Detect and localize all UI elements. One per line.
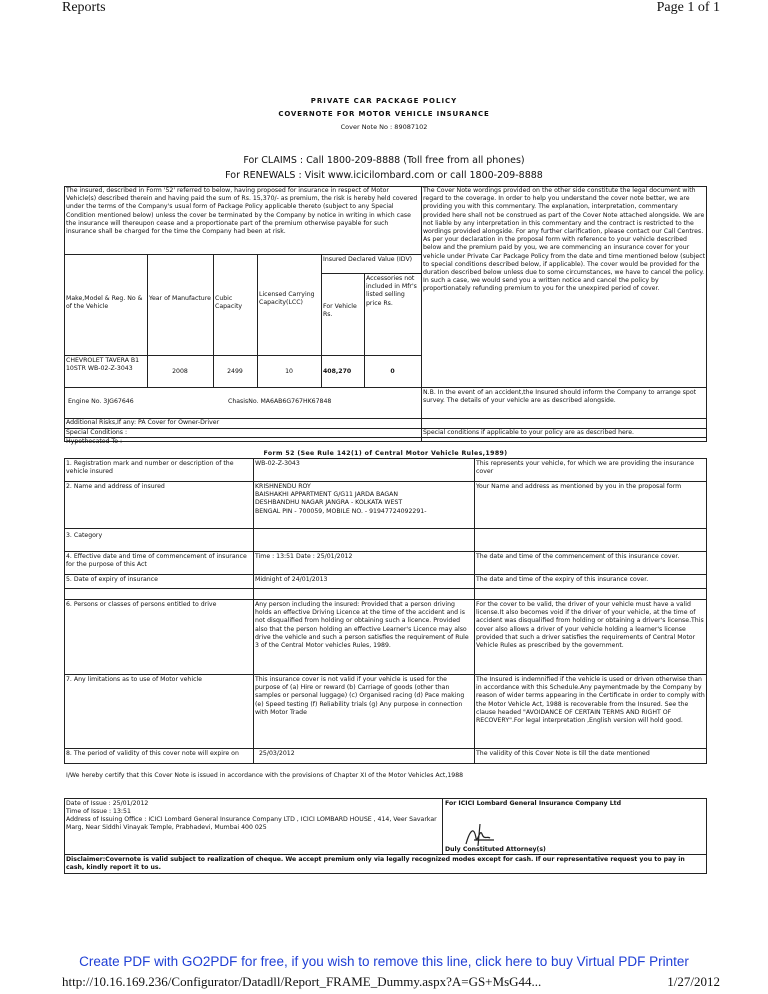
intro-left-text: The insured, described in Form '52' referred to below, having proposed for insurance in respect of Motor Vehicle(s) described therein and having paid the sum of Rs. 15,370/- as premium, the risk is hereby held covered under the terms of the Company's usual form of Package Policy applicable thereto (subject to any Special Condition mentioned below) unless the cover be terminated by the Company by notice in writing in which case the insurance will thereupon cease and a proportionate part of the premium otherwise payable for such insurance shall be charged for the time the Company had been at risk. xyxy=(66,187,418,236)
form52-label: 1. Registration mark and number or description of the vehicle insured xyxy=(66,460,234,476)
vehicle-idv-cell: 408,270 xyxy=(323,368,352,375)
issuing-office-address: Address of Issuing Office : ICICI Lombard General Insurance Company LTD , ICICI LOMBARD HOUSE , 414, Veer Savarkar Marg, Near Siddhi Vinayak Temple, Prabhadevi, Mumbai 400 025 xyxy=(66,816,437,832)
additional-risks: Additional Risks,If any: PA Cover for Owner-Driver xyxy=(66,419,220,426)
form52-label: 3. Category xyxy=(66,532,103,539)
authorized-signatory: Duly Constituted Attorney(s) xyxy=(445,846,546,853)
form52-note: The date and time of the expiry of this insurance cover. xyxy=(476,576,649,583)
form52-value: WB-02-Z-3043 xyxy=(255,460,300,467)
form52-label: 4. Effective date and time of commencement of insurance for the purpose of this Act xyxy=(66,553,247,569)
vehicle-accessories-cell: 0 xyxy=(390,368,395,375)
form52-value: Midnight of 24/01/2013 xyxy=(255,576,328,583)
col-header-make: Make,Model & Reg. No & of the Vehicle xyxy=(66,295,143,311)
insured-name-address: KRISHNENDU ROY BAISHAKHI APPARTMENT G/G11 JARDA BAGAN DESHBANDHU NAGAR JANGRA - KOLKATA WEST BENGAL PIN - 700059, MOBILE NO. - 91947724092291- xyxy=(255,483,427,515)
col-header-for-vehicle: For Vehicle Rs. xyxy=(323,303,357,319)
covernote-title: COVERNOTE FOR MOTOR VEHICLE INSURANCE xyxy=(278,110,490,118)
nb-note: N.B. In the event of an accident,the Insured should inform the Company to arrange spot survey. The details of your vehicle are as described alongside. xyxy=(423,389,697,405)
source-url: http://10.16.169.236/Configurator/Datadll/Report_FRAME_Dummy.aspx?A=GS+MsG44... xyxy=(62,974,542,989)
form52-label: 6. Persons or classes of persons entitled to drive xyxy=(66,601,217,608)
vehicle-year-cell: 2008 xyxy=(172,368,188,375)
form52-value: This insurance cover is not valid if your vehicle is used for the purpose of (a) Hire or reward (b) Carriage of goods (other than samples or personal luggage) (c) Organised racing (d) Pace making (e) Speed testing (f) Reliability trials (g) Any purpose in connection with Motor Trade xyxy=(255,676,465,716)
special-conditions-note: Special conditions if applicable to your policy are as described here. xyxy=(423,429,634,436)
time-of-issue: Time of Issue : 13:51 xyxy=(66,808,131,815)
hypothecated-to: Hypothecated To : xyxy=(66,438,123,445)
form52-label: 8. The period of validity of this cover note will expire on xyxy=(66,750,239,757)
col-header-year: Year of Manufacture xyxy=(149,295,211,302)
company-name: For ICICI Lombard General Insurance Company Ltd xyxy=(445,800,622,807)
renewals-contact: For RENEWALS : Visit www.icicilombard.com or call 1800-209-8888 xyxy=(225,170,543,181)
form52-label: 2. Name and address of insured xyxy=(66,483,165,490)
report-header-title: Reports xyxy=(62,0,106,15)
policy-title: PRIVATE CAR PACKAGE POLICY xyxy=(310,97,458,105)
form52-value: Time : 13:51 Date : 25/01/2012 xyxy=(255,553,353,560)
date-of-issue: Date of Issue : 25/01/2012 xyxy=(66,800,149,807)
go2pdf-promo-link[interactable]: Create PDF with GO2PDF for free, if you wish to remove this line, click here to buy Virtual PDF Printer xyxy=(79,954,689,969)
col-header-cc: Cubic Capacity xyxy=(215,295,243,311)
form52-label: 5. Date of expiry of insurance xyxy=(66,576,158,583)
claims-contact: For CLAIMS : Call 1800-209-8888 (Toll free from all phones) xyxy=(243,155,525,166)
cover-note-number: Cover Note No : 89087102 xyxy=(340,123,428,131)
form52-value: Any person including the insured: Provided that a person driving holds an effective Driving Licence at the time of the accident and is not disqualified from holding or obtaining such a licence. Provided also that the person holding an effective Learner's Licence may also drive the vehicle and such a person satisfies the requirement of Rule 3 of the Central Motor vehicles Rules, 1989. xyxy=(255,601,469,650)
form52-value: 25/03/2012 xyxy=(259,750,295,757)
special-conditions: Special Conditions : xyxy=(66,429,128,436)
vehicle-lcc-cell: 10 xyxy=(285,368,293,375)
form52-note: Your Name and address as mentioned by you in the proposal form xyxy=(476,483,682,490)
form52-label: 7. Any limitations as to use of Motor vehicle xyxy=(66,676,202,683)
vehicle-cc-cell: 2499 xyxy=(227,368,243,375)
form52-note: This represents your vehicle, for which we are providing the insurance cover xyxy=(476,460,694,476)
engine-number: Engine No. 3JG67646 xyxy=(68,398,134,405)
form52-note: The Insured is indemnified if the vehicle is used or driven otherwise than in accordance with this Schedule.Any paymentmade by the Company by reason of wider terms appearing in the Certificate in order to comply with the Motor Vehicle Act, 1988 is recoverable from the Insured. See the clause headed "AVOIDANCE OF CERTAIN TERMS AND RIGHT OF RECOVERY".For legal interpretation ,English version will hold good. xyxy=(476,676,705,725)
disclaimer: Disclaimer:Covernote is valid subject to realization of cheque. We accept premium only via legally recognized modes except for cash. If our representative request you to pay in cash, kindly report it to us. xyxy=(66,856,685,872)
print-date: 1/27/2012 xyxy=(667,974,720,989)
vehicle-make-cell: CHEVROLET TAVERA B1 10STR WB-02-Z-3043 xyxy=(66,357,140,373)
form52-note: The validity of this Cover Note is till the date mentioned xyxy=(476,750,650,757)
form52-title: Form 52 (See Rule 142(1) of Central Motor Vehicle Rules,1989) xyxy=(263,450,508,457)
col-header-idv: Insured Declared Value (IDV) xyxy=(323,256,413,263)
intro-right-commentary: The Cover Note wordings provided on the other side constitute the legal document with regard to the coverage. In order to help you understand the cover note better, we are providing you with this commentary. The explanation, interpretation, commentary provided here shall not be construed as part of the Cover Note attached alongside. We are not liable by any interpretation in this commentary and the contract is restricted to the wordings provided alongside. For any further clarification, please contact our Call Centres. As per your declaration in the proposal form with reference to your vehicle described below and the premium paid by you, we are commencing an insurance cover for your vehicle under Private Car Package Policy from the date and time mentioned below (subject to special conditions described below, if applicable). The cover would be provided for the duration described below unless due to some circumstances, we have to cancel the policy. In such a case, we would send you a written notice and cancel the policy by proportionately refunding premium to you for the unexpired period of cover. xyxy=(423,187,706,293)
form52-note: For the cover to be valid, the driver of your vehicle must have a valid license.It also becomes void if the driver of your vehicle, at the time of accident was disqualified from holding or obtaining a driver's license.This cover also allows a driver of your vehicle holding a learner's license provided that such a driver satisfies the requirements of Central Motor Vehicle Rules as prescribed by the government. xyxy=(476,601,704,650)
certification-statement: I/We hereby certify that this Cover Note is issued in accordance with the provisions of Chapter XI of the Motor Vehicles Act,1988 xyxy=(66,772,464,779)
form52-note: The date and time of the commencement of this insurance cover. xyxy=(476,553,680,560)
page-number: Page 1 of 1 xyxy=(656,0,720,15)
chassis-number: ChasisNo. MA6AB6G767HK67848 xyxy=(228,398,332,405)
col-header-accessories: Accessories not included in Mfr's listed selling price Rs. xyxy=(366,275,417,307)
col-header-lcc: Licensed Carrying Capacity(LCC) xyxy=(259,291,315,307)
